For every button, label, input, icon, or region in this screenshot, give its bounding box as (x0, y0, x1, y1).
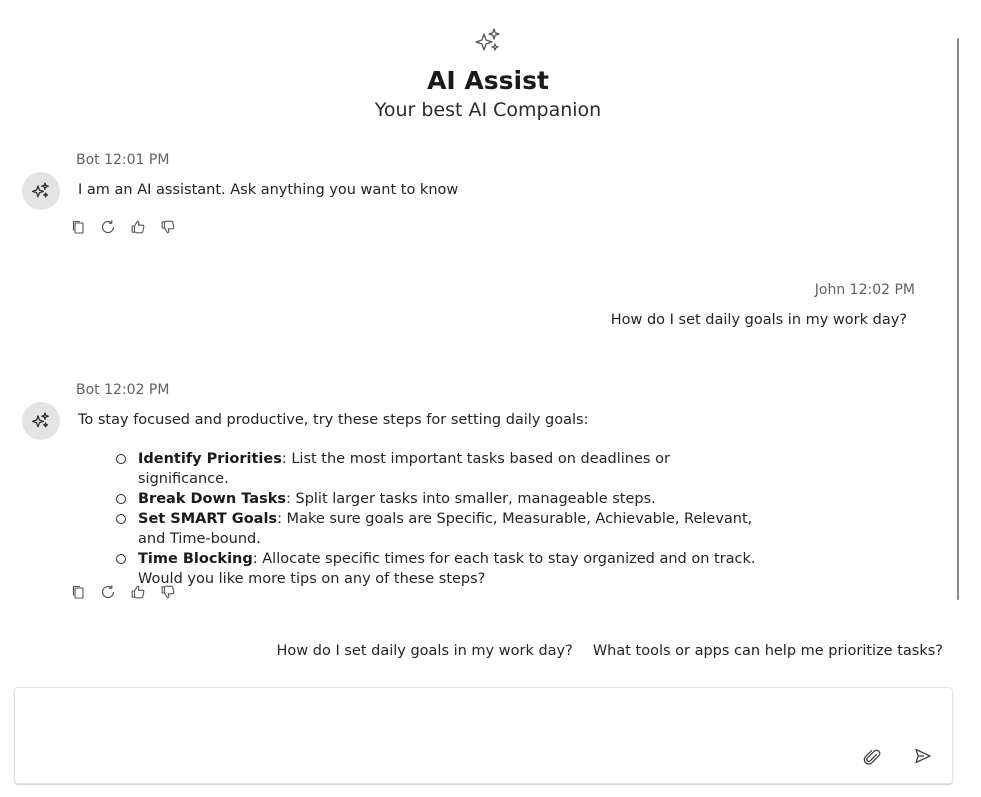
app-title: AI Assist (427, 66, 549, 95)
thumbs-down-icon[interactable] (159, 218, 177, 236)
thumbs-down-icon[interactable] (159, 583, 177, 601)
tip-body: : List the most important tasks based on deadlines or significance. (138, 451, 670, 487)
send-icon[interactable] (911, 744, 935, 768)
suggestion-chip[interactable]: How do I set daily goals in my work day? (276, 643, 573, 659)
message-meta: Bot 12:01 PM (76, 152, 170, 168)
refresh-icon[interactable] (99, 218, 117, 236)
tip-body: : Allocate specific times for each task to stay organized and on track. Would you like more tips on any of these steps? (138, 551, 756, 587)
bot-avatar (22, 172, 60, 210)
scrollbar[interactable] (957, 38, 959, 600)
tip-title: Identify Priorities (138, 451, 282, 467)
message-actions (69, 218, 177, 236)
paperclip-icon[interactable] (861, 746, 885, 770)
message-meta: Bot 12:02 PM (76, 382, 170, 398)
user-message-text: How do I set daily goals in my work day? (610, 312, 907, 328)
bot-message-text: To stay focused and productive, try these steps for setting daily goals: (78, 412, 589, 428)
tips-list (112, 449, 762, 589)
bullet-icon (116, 554, 126, 564)
list-item (112, 489, 762, 509)
thumbs-up-icon[interactable] (129, 218, 147, 236)
message-composer (14, 687, 953, 784)
list-item (112, 449, 762, 489)
tip-title: Break Down Tasks (138, 491, 286, 507)
tip-title: Set SMART Goals (138, 511, 278, 527)
tip-body: : Split larger tasks into smaller, manageable steps. (286, 491, 656, 507)
sparkle-icon (31, 181, 51, 201)
copy-icon[interactable] (69, 583, 87, 601)
refresh-icon[interactable] (99, 583, 117, 601)
bullet-icon (116, 494, 126, 504)
bullet-icon (116, 514, 126, 524)
tip-title: Time Blocking (138, 551, 253, 567)
bot-avatar (22, 402, 60, 440)
sparkle-icon (473, 26, 503, 56)
suggestion-chips (277, 641, 943, 661)
copy-icon[interactable] (69, 218, 87, 236)
tip-body: : Make sure goals are Specific, Measurable, Achievable, Relevant, and Time-bound. (138, 511, 753, 547)
sparkle-icon (31, 411, 51, 431)
message-actions (69, 583, 177, 601)
list-item (112, 549, 762, 589)
user-message-meta: John 12:02 PM (814, 282, 915, 298)
app-subtitle: Your best AI Companion (374, 99, 602, 121)
thumbs-up-icon[interactable] (129, 583, 147, 601)
list-item (112, 509, 762, 549)
suggestion-chip[interactable]: What tools or apps can help me prioritize tasks? (592, 643, 943, 659)
bullet-icon (116, 454, 126, 464)
bot-message-text: I am an AI assistant. Ask anything you want to know (78, 182, 459, 198)
chat-header (0, 26, 976, 123)
message-input[interactable] (27, 698, 847, 738)
